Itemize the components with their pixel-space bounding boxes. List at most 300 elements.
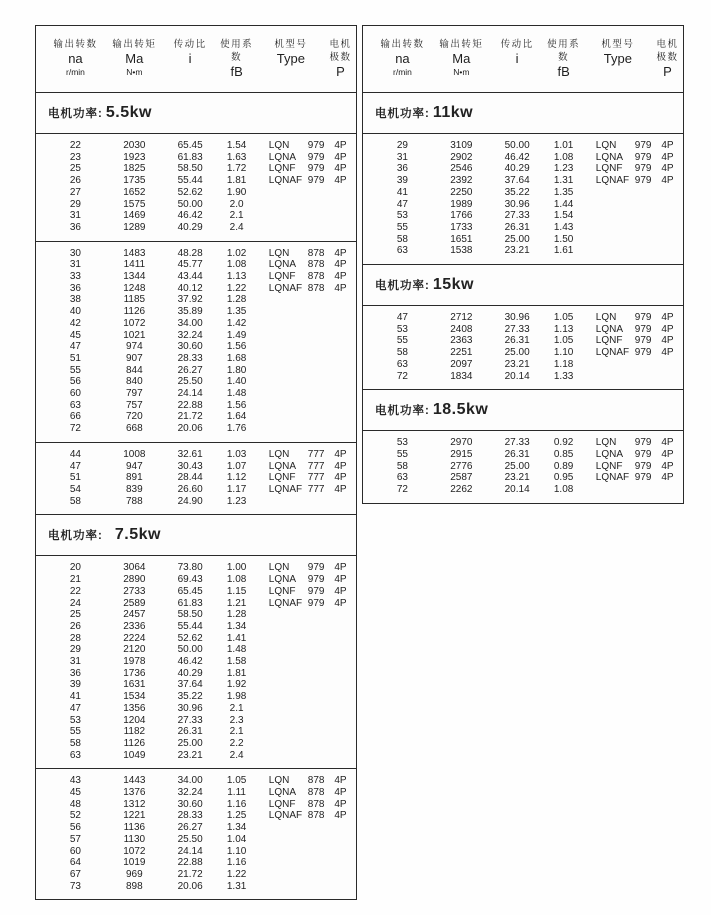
model-name [269, 187, 308, 199]
ma-cell: 1651 [450, 233, 473, 245]
fb-cell: 2.0 [229, 198, 244, 210]
model-name [269, 846, 308, 858]
ma-cell: 1534 [123, 691, 146, 703]
type-cell [257, 598, 325, 610]
na-cell: 29 [69, 198, 81, 210]
ratio-cell: 27.33 [504, 437, 530, 449]
type-cell [257, 775, 325, 787]
na-cell: 40 [69, 306, 81, 318]
ratio-cell: 26.27 [177, 364, 203, 376]
ma-cell: 2097 [450, 358, 473, 370]
col-label-zh: 机型号 [274, 39, 308, 50]
fb-cell: 1.11 [227, 787, 246, 799]
fb-cell: 1.17 [226, 483, 247, 495]
table-row [363, 335, 683, 347]
col-unit: N•m [453, 67, 470, 77]
type-cell [257, 715, 325, 727]
ratio-cell: 26.27 [177, 822, 203, 834]
ma-cell: 1376 [123, 787, 146, 799]
model-name: LQNA [595, 323, 623, 335]
table-row [36, 496, 356, 508]
fb-cell: 2.1 [229, 702, 244, 714]
ma-cell: 2408 [450, 323, 473, 335]
col-header-model-type [257, 38, 325, 92]
ma-cell: 1072 [123, 317, 146, 329]
ma-cell: 1989 [450, 198, 473, 210]
ma-cell: 668 [125, 423, 143, 435]
model-name: LQNF [595, 335, 623, 347]
na-cell: 58 [69, 495, 81, 507]
model-name [596, 245, 635, 257]
fb-cell: 2.4 [229, 749, 244, 761]
poles-cell [325, 318, 356, 330]
na-cell: 36 [69, 221, 81, 233]
model-code: 979 [634, 448, 652, 460]
power-header-18-5kw [363, 389, 683, 430]
ratio-cell: 28.33 [177, 810, 203, 822]
na-cell: 38 [69, 294, 81, 306]
table-row [36, 691, 356, 703]
table-row [36, 881, 356, 893]
type-cell [584, 199, 652, 211]
spec-table-right [362, 25, 684, 504]
model-name: LQNAF [268, 282, 303, 294]
model-code: 777 [307, 483, 325, 495]
ratio-cell: 34.00 [177, 317, 203, 329]
poles-cell: 4P [334, 163, 347, 175]
type-cell [584, 222, 652, 234]
type-cell [257, 222, 325, 234]
model-code: 979 [634, 175, 652, 187]
ratio-cell: 46.42 [177, 656, 203, 668]
table-row [36, 787, 356, 799]
model-name: LQNA [595, 151, 623, 163]
na-cell: 63 [396, 245, 408, 257]
col-symbol: fB [557, 64, 570, 79]
poles-cell: 4P [334, 574, 347, 586]
type-cell [257, 846, 325, 858]
poles-cell [325, 668, 356, 680]
col-header-motor-poles [652, 38, 683, 92]
spec-table-left [35, 25, 357, 900]
table-row [363, 461, 683, 473]
poles-cell [325, 621, 356, 633]
fb-cell: 1.81 [226, 667, 247, 679]
ratio-cell: 23.21 [504, 472, 530, 484]
table-row [36, 668, 356, 680]
model-name [269, 210, 308, 222]
ratio-cell: 23.21 [504, 358, 530, 370]
poles-cell: 4P [334, 460, 347, 472]
model-name [269, 715, 308, 727]
poles-cell [652, 234, 683, 246]
type-cell [257, 259, 325, 271]
model-code: 777 [307, 448, 325, 460]
ma-cell: 1126 [123, 306, 146, 318]
col-symbol: i [188, 51, 192, 66]
ma-cell: 2363 [450, 335, 473, 347]
ma-cell: 2589 [123, 597, 146, 609]
na-cell: 36 [396, 163, 408, 175]
na-cell: 31 [69, 259, 81, 271]
type-cell [257, 330, 325, 342]
type-cell [257, 656, 325, 668]
table-row [36, 449, 356, 461]
model-name [269, 294, 308, 306]
model-name [596, 484, 635, 496]
model-name: LQNF [268, 585, 296, 597]
na-cell: 63 [69, 399, 81, 411]
ratio-cell: 50.00 [504, 140, 530, 151]
na-cell: 55 [69, 364, 81, 376]
poles-cell [652, 245, 683, 257]
fb-cell: 1.08 [553, 151, 574, 163]
power-label: 电机功率: [375, 405, 430, 418]
ratio-cell: 35.89 [177, 306, 203, 318]
na-cell: 22 [69, 140, 81, 151]
model-code: 878 [307, 798, 325, 810]
ma-cell: 2251 [450, 347, 473, 359]
model-name [269, 691, 308, 703]
na-cell: 63 [396, 358, 408, 370]
table-row [36, 775, 356, 787]
fb-cell: 1.48 [226, 388, 247, 400]
model-code: 979 [634, 335, 652, 347]
ma-cell: 2336 [123, 620, 146, 632]
ratio-cell: 35.22 [177, 691, 203, 703]
ratio-cell: 35.22 [504, 186, 530, 198]
ma-cell: 3064 [123, 562, 146, 574]
model-code: 979 [307, 562, 325, 574]
na-cell: 36 [69, 667, 81, 679]
table-row [363, 371, 683, 383]
na-cell: 30 [69, 247, 81, 259]
fb-cell: 1.05 [553, 335, 574, 347]
ratio-cell: 26.31 [504, 448, 530, 460]
ma-cell: 1923 [123, 151, 146, 163]
type-cell [584, 359, 652, 371]
type-cell [257, 423, 325, 435]
type-cell [584, 484, 652, 496]
na-cell: 55 [69, 726, 81, 738]
na-cell: 29 [396, 140, 408, 151]
fb-cell: 1.23 [226, 495, 247, 507]
poles-cell: 4P [661, 312, 674, 324]
model-name: LQNAF [268, 483, 303, 495]
fb-cell: 1.05 [226, 775, 247, 787]
ratio-cell: 73.80 [177, 562, 203, 574]
table-row [36, 562, 356, 574]
poles-cell [652, 371, 683, 383]
na-cell: 44 [69, 448, 81, 460]
ratio-cell: 27.33 [177, 714, 203, 726]
na-cell: 27 [69, 186, 81, 198]
model-code: 878 [307, 787, 325, 799]
fb-cell: 1.90 [226, 186, 247, 198]
na-cell: 47 [69, 460, 81, 472]
table-row [36, 679, 356, 691]
ratio-cell: 27.33 [504, 210, 530, 222]
ma-cell: 1766 [450, 210, 473, 222]
na-cell: 60 [69, 845, 81, 857]
type-cell [257, 163, 325, 175]
model-name [596, 222, 635, 234]
type-cell [257, 691, 325, 703]
model-name: LQN [268, 448, 290, 460]
ratio-cell: 25.50 [177, 376, 203, 388]
type-cell [257, 834, 325, 846]
ratio-cell: 45.77 [177, 259, 203, 271]
model-name: LQNAF [595, 347, 630, 359]
poles-cell [652, 210, 683, 222]
poles-cell: 4P [334, 775, 347, 787]
col-unit: r/min [393, 67, 412, 77]
poles-cell [325, 376, 356, 388]
na-cell: 58 [396, 233, 408, 245]
table-row [36, 283, 356, 295]
type-cell [584, 472, 652, 484]
ratio-cell: 30.96 [504, 198, 530, 210]
na-cell: 58 [396, 460, 408, 472]
type-cell [584, 347, 652, 359]
na-cell: 26 [69, 175, 81, 187]
type-cell [257, 353, 325, 365]
table-row [36, 210, 356, 222]
ma-cell: 2392 [450, 175, 473, 187]
poles-cell [325, 703, 356, 715]
table-row [36, 306, 356, 318]
ma-cell: 969 [125, 868, 143, 880]
model-name: LQNF [268, 472, 296, 484]
ma-cell: 2712 [450, 312, 473, 324]
ratio-cell: 34.00 [177, 775, 203, 787]
table-header [36, 26, 356, 92]
power-value: 7.5kw [114, 526, 161, 544]
type-cell [257, 799, 325, 811]
ma-cell: 2457 [123, 609, 146, 621]
fb-cell: 1.03 [226, 448, 247, 460]
na-cell: 72 [396, 370, 408, 382]
poles-cell [325, 496, 356, 508]
fb-cell: 1.00 [226, 562, 247, 574]
col-header-ratio [164, 38, 217, 92]
table-row [363, 312, 683, 324]
na-cell: 26 [69, 620, 81, 632]
poles-cell [325, 726, 356, 738]
poles-cell [325, 834, 356, 846]
fb-cell: 1.56 [226, 341, 247, 353]
fb-cell: 1.63 [226, 151, 247, 163]
na-cell: 20 [69, 562, 81, 574]
model-name [269, 411, 308, 423]
na-cell: 48 [69, 798, 81, 810]
col-label-zh: 使用系数 [547, 39, 581, 63]
na-cell: 41 [69, 691, 81, 703]
poles-cell [325, 857, 356, 869]
model-name: LQNA [268, 151, 296, 163]
type-cell [584, 324, 652, 336]
table-row [36, 271, 356, 283]
power-header-11kw [363, 92, 683, 133]
fb-cell: 1.35 [553, 186, 574, 198]
table-row [36, 423, 356, 435]
table-row [363, 163, 683, 175]
fb-cell: 1.35 [226, 306, 247, 318]
model-code: 979 [634, 151, 652, 163]
fb-cell: 1.41 [226, 632, 247, 644]
poles-cell [325, 341, 356, 353]
na-cell: 42 [69, 317, 81, 329]
type-cell [257, 679, 325, 691]
ma-cell: 1289 [123, 221, 146, 233]
type-cell [257, 248, 325, 260]
fb-cell: 1.76 [226, 423, 247, 435]
ratio-cell: 22.88 [177, 399, 203, 411]
poles-cell [652, 199, 683, 211]
na-cell: 29 [69, 644, 81, 656]
type-cell [257, 449, 325, 461]
na-cell: 53 [69, 714, 81, 726]
ma-cell: 2587 [450, 472, 473, 484]
power-label: 电机功率: [48, 530, 103, 543]
ratio-cell: 20.14 [504, 484, 530, 496]
fb-cell: 1.16 [226, 798, 247, 810]
col-label-zh: 输出转矩 [439, 39, 484, 50]
type-cell [257, 271, 325, 283]
model-name [596, 210, 635, 222]
type-cell [584, 312, 652, 324]
na-cell: 51 [69, 352, 81, 364]
fb-cell: 1.58 [226, 656, 247, 668]
ma-cell: 2776 [450, 460, 473, 472]
col-label-zh: 机型号 [601, 39, 635, 50]
poles-cell: 4P [334, 810, 347, 822]
col-label-zh: 电机极数 [656, 39, 679, 63]
table-row [36, 461, 356, 473]
col-header-output-speed [46, 38, 105, 92]
fb-cell: 1.13 [553, 323, 574, 335]
fb-cell: 1.08 [226, 574, 247, 586]
table-row [36, 703, 356, 715]
model-name [269, 726, 308, 738]
na-cell: 47 [396, 198, 408, 210]
ratio-cell: 21.72 [177, 868, 203, 880]
type-cell [257, 562, 325, 574]
type-cell [584, 461, 652, 473]
ratio-cell: 37.92 [177, 294, 203, 306]
type-cell [257, 461, 325, 473]
data-block [363, 431, 683, 503]
data-block [36, 556, 356, 768]
fb-cell: 1.28 [226, 294, 247, 306]
col-label-zh: 输出转矩 [112, 39, 157, 50]
model-name [269, 679, 308, 691]
ratio-cell: 58.50 [177, 609, 203, 621]
table-row [36, 598, 356, 610]
poles-cell [325, 644, 356, 656]
poles-cell [325, 400, 356, 412]
ma-cell: 2733 [123, 585, 146, 597]
power-label: 电机功率: [375, 108, 430, 120]
model-name: LQNA [268, 787, 296, 799]
na-cell: 47 [69, 702, 81, 714]
na-cell: 31 [69, 210, 81, 222]
data-block [363, 134, 683, 264]
ratio-cell: 25.00 [504, 347, 530, 359]
ratio-cell: 30.60 [177, 798, 203, 810]
table-row [363, 484, 683, 496]
na-cell: 53 [396, 323, 408, 335]
model-name: LQNAF [595, 472, 630, 484]
fb-cell: 1.50 [553, 233, 574, 245]
poles-cell: 4P [334, 585, 347, 597]
ratio-cell: 61.83 [177, 151, 203, 163]
poles-cell: 4P [661, 175, 674, 187]
model-name: LQN [595, 312, 617, 324]
model-name [269, 703, 308, 715]
ratio-cell: 28.44 [177, 472, 203, 484]
ma-cell: 2250 [450, 186, 473, 198]
model-code: 979 [307, 597, 325, 609]
model-name [269, 881, 308, 893]
table-row [363, 187, 683, 199]
model-name [269, 341, 308, 353]
na-cell: 41 [396, 186, 408, 198]
type-cell [257, 484, 325, 496]
model-name [269, 388, 308, 400]
model-code: 979 [307, 151, 325, 163]
poles-cell [325, 691, 356, 703]
model-code: 979 [307, 140, 325, 151]
poles-cell [325, 294, 356, 306]
ma-cell: 898 [125, 880, 143, 892]
poles-cell: 4P [661, 448, 674, 460]
table-row [36, 586, 356, 598]
type-cell [584, 210, 652, 222]
model-name: LQNAF [268, 597, 303, 609]
fb-cell: 1.12 [226, 472, 247, 484]
poles-cell: 4P [334, 271, 347, 283]
model-name [269, 738, 308, 750]
table-row [363, 472, 683, 484]
data-block [363, 306, 683, 389]
poles-cell [325, 306, 356, 318]
model-code: 979 [634, 460, 652, 472]
model-name: LQNAF [268, 810, 303, 822]
poles-cell [325, 715, 356, 727]
na-cell: 63 [69, 749, 81, 761]
ma-cell: 2890 [123, 574, 146, 586]
model-name [269, 668, 308, 680]
type-cell [257, 703, 325, 715]
na-cell: 33 [69, 271, 81, 283]
ma-cell: 1411 [123, 259, 146, 271]
type-cell [584, 437, 652, 449]
power-header-5-5kw [36, 92, 356, 133]
blocks-5-5kw [36, 133, 356, 514]
ratio-cell: 25.00 [504, 460, 530, 472]
model-name [269, 318, 308, 330]
poles-cell [652, 222, 683, 234]
ratio-cell: 22.88 [177, 857, 203, 869]
model-code: 979 [634, 140, 652, 151]
col-label-zh: 使用系数 [220, 39, 254, 63]
table-row [36, 846, 356, 858]
ratio-cell: 40.29 [504, 163, 530, 175]
table-row [363, 234, 683, 246]
table-row [36, 609, 356, 621]
ratio-cell: 20.14 [504, 370, 530, 382]
